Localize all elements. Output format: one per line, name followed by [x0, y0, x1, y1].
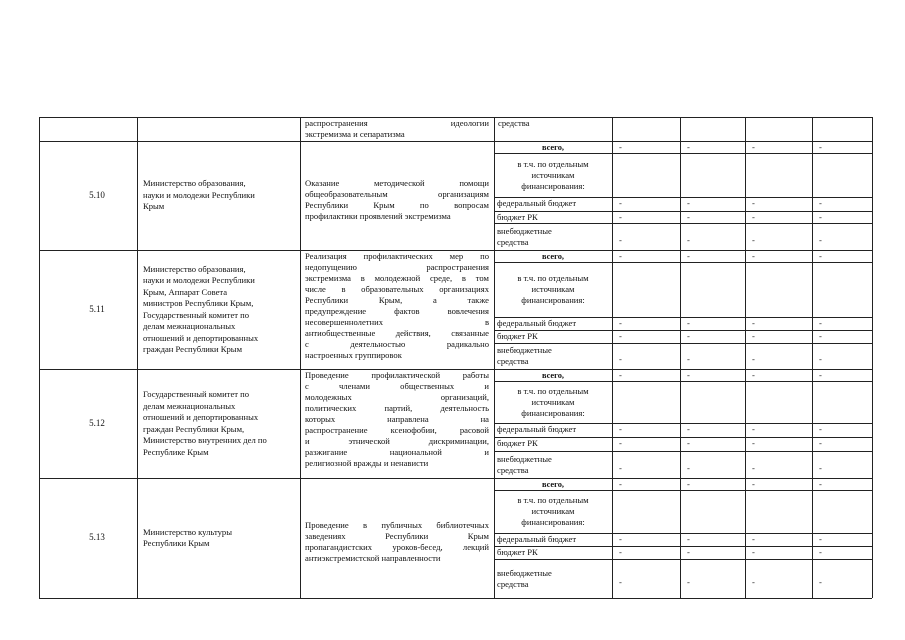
dash-cell: - [619, 234, 622, 245]
breakdown-line: источникам [531, 169, 575, 180]
dash-cell: - [687, 370, 690, 380]
description-line: экстремизма и сепаратизма [305, 129, 405, 139]
table-vline [680, 117, 681, 598]
dash-cell: - [752, 212, 755, 222]
breakdown-line: финансирования: [521, 295, 585, 305]
dash-cell: - [619, 479, 622, 489]
table-vline [39, 117, 40, 598]
breakdown-line: в т.ч. по отдельным [517, 273, 589, 283]
description-line: настроенных группировок [305, 350, 402, 360]
description-line: недопущению распространения [305, 262, 489, 272]
executor-cell [143, 527, 232, 550]
federal-label: федеральный бюджет [497, 534, 577, 544]
dash-cell: - [819, 142, 822, 152]
executor-cell [143, 389, 267, 458]
table-hline [494, 153, 872, 154]
executor-cell [143, 178, 255, 213]
table-hline [494, 223, 872, 224]
extra-line: внебюджетные [497, 567, 552, 578]
table-vline [300, 117, 301, 598]
extra-label [497, 226, 552, 248]
extra-line: средства [497, 578, 529, 589]
description-line: политических партий, деятельность [305, 403, 489, 413]
description-line: молодежных организаций, [305, 392, 489, 402]
breakdown-label [494, 386, 612, 419]
executor-cell [143, 264, 258, 356]
description-line: Республики Крым по вопросам [305, 199, 489, 210]
extra-line: внебюджетные [497, 345, 552, 355]
table-vline [137, 117, 138, 598]
description-line: с членами общественных и [305, 381, 489, 391]
description-line: разжигание национальной и [305, 447, 489, 457]
breakdown-label [494, 495, 612, 528]
table-hline [494, 330, 872, 331]
dash-cell: - [752, 547, 755, 557]
total-label: всего, [541, 252, 565, 261]
breakdown-line: в т.ч. по отдельным [517, 495, 589, 505]
table-hline [494, 490, 872, 491]
extra-label [497, 345, 552, 367]
dash-cell: - [752, 462, 755, 473]
dash-cell: - [687, 318, 690, 328]
dash-cell: - [619, 534, 622, 544]
dash-cell: - [687, 212, 690, 222]
rk-label: бюджет РК [497, 331, 538, 341]
total-label: всего, [541, 371, 565, 380]
description-cell [305, 520, 489, 564]
dash-cell: - [752, 576, 755, 587]
description-line: которых направлена на [305, 414, 489, 424]
dash-cell: - [752, 479, 755, 489]
description-line: Проведение в публичных библиотечных [305, 520, 489, 530]
row-number: 5.13 [89, 532, 105, 542]
rk-label: бюджет РК [497, 547, 538, 557]
executor-line: Крым, Аппарат Совета [143, 286, 228, 297]
table-hline [494, 546, 872, 547]
dash-cell: - [619, 251, 622, 261]
dash-cell: - [619, 212, 622, 222]
dash-cell: - [619, 438, 622, 448]
dash-cell: - [752, 198, 755, 208]
executor-line: Министерство образования, [143, 178, 246, 189]
dash-cell: - [619, 462, 622, 473]
breakdown-line: источникам [531, 506, 575, 516]
description-line: общеобразовательным организациям [305, 188, 489, 199]
federal-label: федеральный бюджет [497, 198, 577, 208]
executor-line: Республики Крым [143, 538, 210, 548]
dash-cell: - [819, 370, 822, 380]
table-vline [612, 117, 613, 598]
description-line: распространения идеологии [305, 118, 489, 128]
breakdown-line: в т.ч. по отдельным [517, 385, 589, 396]
dash-cell: - [687, 547, 690, 557]
breakdown-line: финансирования: [521, 407, 585, 418]
dash-cell: - [819, 354, 822, 364]
dash-cell: - [819, 331, 822, 341]
dash-cell: - [687, 424, 690, 434]
description-line: Оказание методической помощи [305, 177, 489, 188]
dash-cell: - [752, 438, 755, 448]
executor-line: граждан Республики Крым, [143, 423, 245, 434]
top-row-source: средства [498, 118, 530, 128]
dash-cell: - [752, 534, 755, 544]
dash-cell: - [687, 234, 690, 245]
dash-cell: - [619, 547, 622, 557]
dash-cell: - [752, 234, 755, 245]
table-hline [494, 451, 872, 452]
extra-label [497, 454, 552, 476]
description-line: с деятельностью радикально [305, 339, 489, 349]
rk-label: бюджет РК [497, 212, 538, 222]
description-line: профилактики проявлений экстремизма [305, 210, 451, 221]
extra-line: внебюджетные [497, 225, 552, 236]
description-line: и этнической дискриминации, [305, 436, 489, 446]
executor-line: граждан Республики Крым [143, 344, 243, 354]
description-line: несовершеннолетних в [305, 317, 489, 327]
dash-cell: - [619, 354, 622, 364]
total-label: всего, [541, 480, 565, 489]
dash-cell: - [687, 331, 690, 341]
table-hline [494, 437, 872, 438]
dash-cell: - [687, 142, 690, 152]
dash-cell: - [819, 318, 822, 328]
description-cell [305, 178, 489, 222]
breakdown-label [494, 159, 612, 192]
breakdown-label [494, 273, 612, 306]
executor-line: отношений и депортированных [143, 332, 259, 343]
executor-line: Государственный комитет по [143, 389, 250, 399]
table-vline [745, 117, 746, 598]
federal-label: федеральный бюджет [497, 424, 577, 434]
dash-cell: - [619, 318, 622, 328]
extra-line: средства [497, 236, 529, 247]
description-line: антиэкстремистской направленности [305, 553, 441, 563]
breakdown-line: источникам [531, 284, 575, 294]
dash-cell: - [752, 251, 755, 261]
dash-cell: - [752, 424, 755, 434]
total-label: всего, [541, 143, 565, 152]
dash-cell: - [819, 534, 822, 544]
executor-line: делам межнациональных [143, 400, 236, 411]
dash-cell: - [619, 424, 622, 434]
dash-cell: - [752, 318, 755, 328]
executor-line: Государственный комитет по [143, 309, 250, 320]
description-cell [305, 251, 489, 361]
description-line: антиобщественные действия, связанные [305, 328, 489, 338]
dash-cell: - [687, 251, 690, 261]
dash-cell: - [819, 547, 822, 557]
executor-line: Республике Крым [143, 446, 209, 457]
dash-cell: - [819, 576, 822, 587]
breakdown-line: финансирования: [521, 517, 585, 527]
table-hline [494, 381, 872, 382]
executor-line: Министерство культуры [143, 526, 232, 537]
breakdown-line: источникам [531, 396, 575, 407]
extra-line: средства [497, 464, 529, 475]
table-hline [494, 262, 872, 263]
dash-cell: - [819, 198, 822, 208]
breakdown-line: в т.ч. по отдельным [517, 158, 589, 169]
dash-cell: - [819, 424, 822, 434]
dash-cell: - [687, 198, 690, 208]
executor-line: Министерство образования, [143, 263, 246, 274]
dash-cell: - [687, 462, 690, 473]
description-line: числе в образовательных организациях [305, 284, 489, 294]
executor-line: отношений и депортированных [143, 412, 259, 422]
dash-cell: - [819, 212, 822, 222]
dash-cell: - [687, 479, 690, 489]
federal-label: федеральный бюджет [497, 318, 577, 328]
executor-line: делам межнациональных [143, 321, 236, 331]
top-row-description [305, 118, 489, 140]
dash-cell: - [687, 576, 690, 587]
dash-cell: - [819, 479, 822, 489]
table-hline [494, 211, 872, 212]
description-line: религиозной вражды и ненависти [305, 458, 429, 468]
description-line: Проведение профилактической работы [305, 370, 489, 380]
description-line: заведениях Республики Крым [305, 531, 489, 541]
executor-line: науки и молодежи Республики [143, 275, 255, 285]
executor-line: министров Республики Крым, [143, 298, 254, 308]
dash-cell: - [819, 234, 822, 245]
table-hline [494, 559, 872, 560]
table-hline [39, 598, 872, 599]
extra-label [497, 568, 552, 590]
executor-line: науки и молодежи Республики [143, 189, 255, 200]
rk-label: бюджет РК [497, 438, 538, 448]
dash-cell: - [819, 251, 822, 261]
table-vline [872, 117, 873, 598]
row-number: 5.10 [89, 189, 105, 200]
dash-cell: - [687, 354, 690, 364]
table-hline [39, 141, 872, 142]
dash-cell: - [619, 331, 622, 341]
row-number: 5.11 [89, 303, 105, 314]
dash-cell: - [619, 576, 622, 587]
description-line: Реализация профилактических мер по [305, 251, 489, 261]
dash-cell: - [619, 142, 622, 152]
description-line: предупреждение фактов вовлечения [305, 306, 489, 316]
dash-cell: - [819, 438, 822, 448]
table-hline [39, 478, 872, 479]
dash-cell: - [619, 198, 622, 208]
description-line: пропагандистских уроков-бесед, лекций [305, 542, 489, 552]
dash-cell: - [752, 354, 755, 364]
dash-cell: - [752, 370, 755, 380]
dash-cell: - [752, 331, 755, 341]
row-number: 5.12 [89, 417, 105, 428]
dash-cell: - [687, 438, 690, 448]
executor-line: Крым [143, 201, 165, 212]
dash-cell: - [619, 370, 622, 380]
extra-line: средства [497, 356, 529, 366]
description-line: распространение ксенофобии, расовой [305, 425, 489, 435]
description-line: экстремизма в молодежной среде, в том [305, 273, 489, 283]
extra-line: внебюджетные [497, 453, 552, 464]
table-vline [812, 117, 813, 598]
description-line: Республики Крым, а также [305, 295, 489, 305]
executor-line: Министерство внутренних дел по [143, 435, 267, 445]
table-hline [494, 343, 872, 344]
breakdown-line: финансирования: [521, 180, 585, 191]
dash-cell: - [687, 534, 690, 544]
dash-cell: - [819, 462, 822, 473]
description-cell [305, 370, 489, 469]
dash-cell: - [752, 142, 755, 152]
